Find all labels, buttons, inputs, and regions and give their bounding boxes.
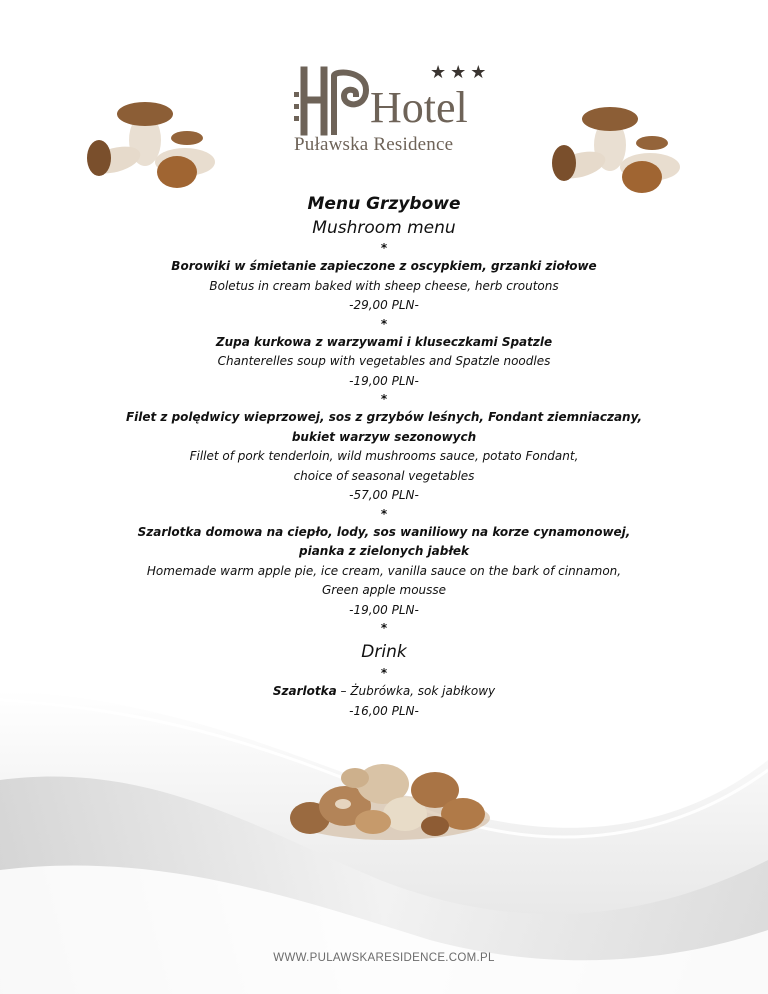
drink-item (0, 682, 768, 702)
dish-name-en: Chanterelles soup with vegetables and Spatzle noodles (217, 354, 551, 368)
dish-name-en: Fillet of pork tenderloin, wild mushrooms sauce, potato Fondant, (189, 449, 579, 463)
dish-name-en: Boletus in cream baked with sheep cheese, herb croutons (209, 278, 559, 293)
hotel-monogram-icon (294, 66, 374, 136)
dish-price: -29,00 PLN- (349, 298, 419, 312)
hotel-brand-name: Hotel (370, 83, 468, 132)
dish-name-en: Green apple mousse (321, 583, 447, 597)
menu-title: Menu Grzybowe (307, 194, 461, 214)
dish-name-pl: bukiet warzyw sezonowych (291, 429, 477, 444)
dish-name-en: choice of seasonal vegetables (293, 468, 475, 483)
hotel-stars: ★★★ (430, 62, 491, 83)
separator: * (380, 621, 388, 635)
dish-price: -19,00 PLN- (349, 602, 419, 617)
drink-name: Szarlotka (272, 684, 337, 698)
drink-description: – Żubrówka, sok jabłkowy (336, 684, 496, 698)
menu-content (0, 190, 768, 721)
separator: * (380, 241, 388, 255)
separator: * (380, 316, 388, 331)
separator: * (380, 392, 388, 406)
separator: * (380, 666, 388, 680)
hotel-subtitle: Puławska Residence (294, 134, 454, 155)
dish-name-pl: Borowiki w śmietanie zapieczone z oscypkiem, grzanki ziołowe (171, 259, 597, 273)
dish-name-pl: pianka z zielonych jabłek (299, 544, 469, 558)
porcini-mushrooms-image-left (85, 100, 230, 195)
drink-heading: Drink (361, 642, 407, 662)
shiitake-mushrooms-image (285, 748, 495, 843)
separator: * (380, 506, 388, 521)
drink-price: -16,00 PLN- (349, 703, 419, 718)
dish-price: -57,00 PLN- (349, 488, 419, 502)
dish-price: -19,00 PLN- (349, 373, 419, 388)
dish-name-pl: Zupa kurkowa z warzywami i kluseczkami Spatzle (215, 334, 553, 349)
menu-subtitle: Mushroom menu (312, 218, 456, 238)
dish-name-en: Homemade warm apple pie, ice cream, vanilla sauce on the bark of cinnamon, (146, 563, 622, 578)
website-url: WWW.PULAWSKARESIDENCE.COM.PL (273, 952, 495, 964)
dish-name-pl: Szarlotka domowa na ciepło, lody, sos waniliowy na korze cynamonowej, (137, 524, 631, 539)
porcini-mushrooms-image-right (550, 105, 695, 200)
dish-name-pl: Filet z polędwicy wieprzowej, sos z grzybów leśnych, Fondant ziemniaczany, (125, 410, 643, 424)
